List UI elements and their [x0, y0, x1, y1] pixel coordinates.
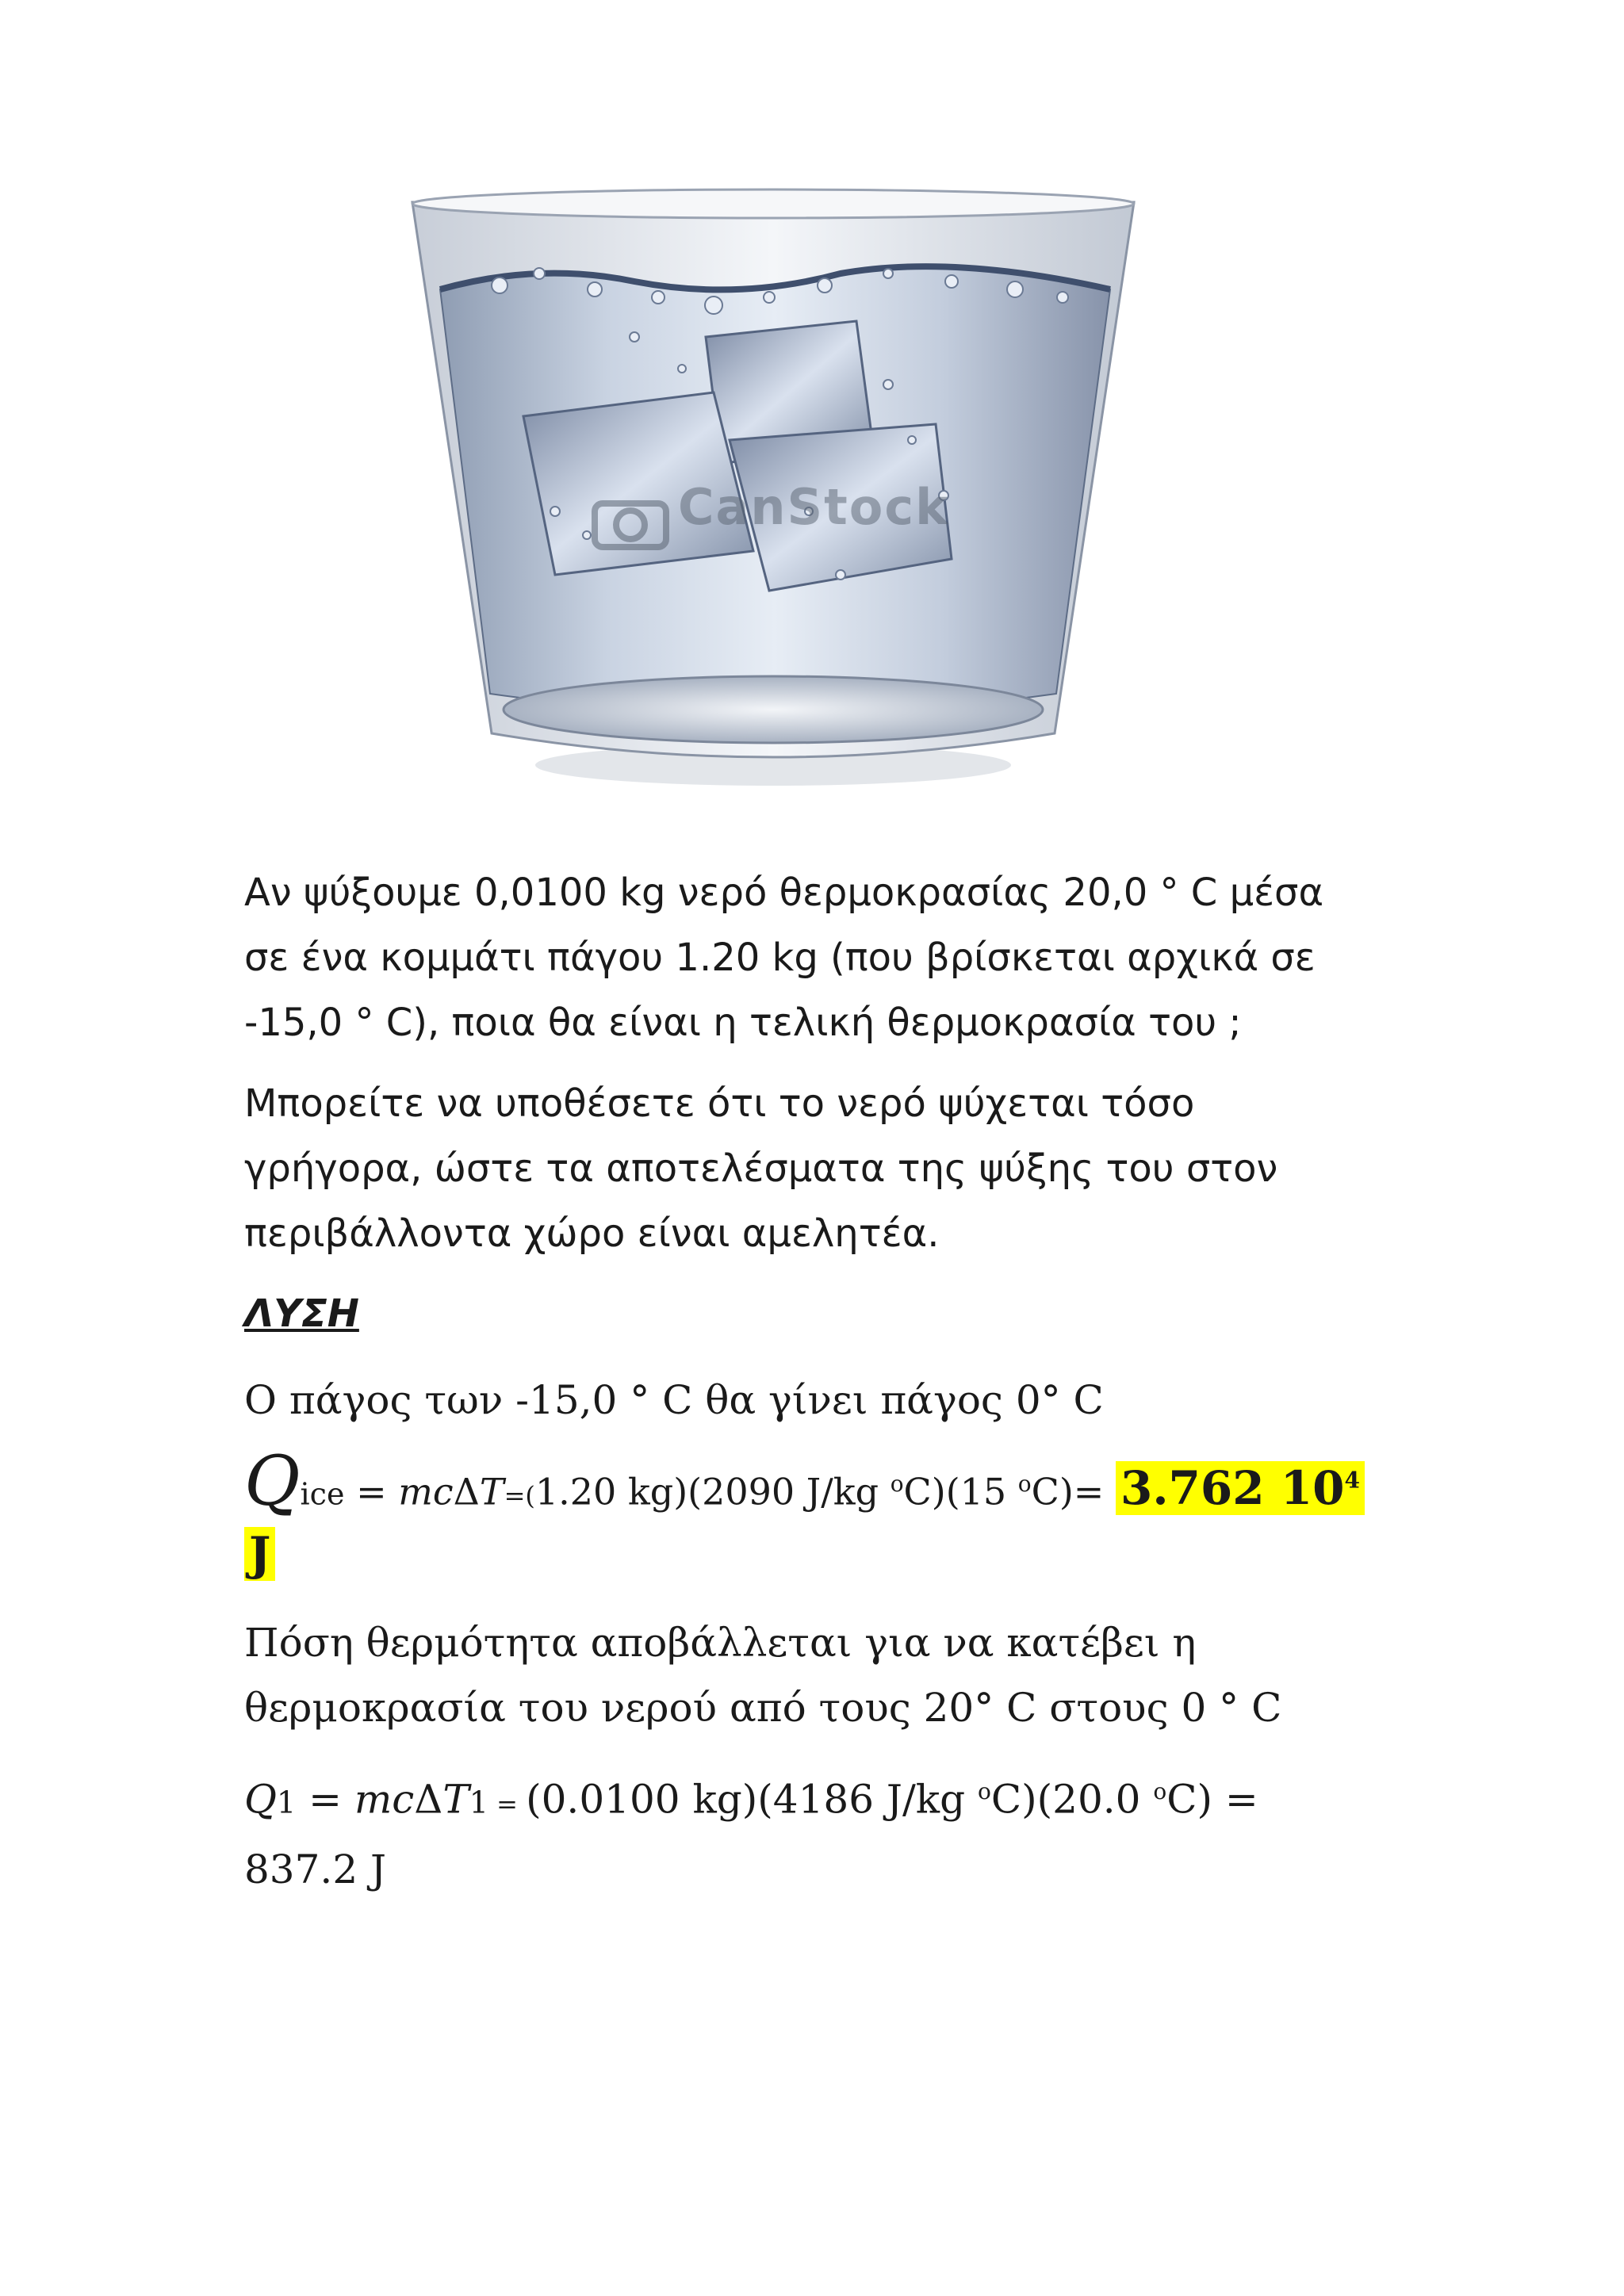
eq1-symbol-q: Q	[244, 1441, 301, 1521]
eq1-result-highlight	[1116, 1461, 1365, 1515]
equation-q-ice	[244, 1441, 1378, 1586]
eq1-unit: J	[244, 1527, 275, 1581]
equation-q1	[244, 1759, 1378, 1902]
eq1-equals-small: =(	[504, 1480, 535, 1511]
eq2-subscript: 1	[277, 1785, 297, 1820]
eq2-t: T	[442, 1776, 469, 1823]
eq2-symbol-q: Q	[244, 1776, 277, 1823]
eq1-degree-1: o	[890, 1471, 904, 1497]
solution-step-1: Ο πάγος των -15,0 ° C θα γίνει πάγος 0° C	[244, 1377, 1104, 1423]
eq2-body: (0.0100 kg)(4186 J/kg	[526, 1776, 979, 1823]
solution-heading: ΛΥΣΗ	[244, 1292, 359, 1336]
eq1-subscript: ice	[300, 1476, 345, 1512]
eq2-degree-2: o	[1153, 1778, 1167, 1805]
eq2-t-subscript: 1	[469, 1785, 488, 1820]
eq1-mid: C)(15	[903, 1470, 1018, 1513]
solution-step-2: Πόση θερμότητα αποβάλλεται για να κατέβει η θερμοκρασία του νερού από τους 20° C στους 0 ° C	[244, 1620, 1282, 1732]
eq1-exponent: 4	[1344, 1468, 1360, 1494]
problem-assumption: Μπορείτε να υποθέσετε ότι το νερό ψύχεται τόσο γρήγορα, ώστε τα αποτελέσματα της ψύξης του στον περιβάλλοντα χώρο είναι αμελητέα.	[244, 1081, 1278, 1256]
eq2-mid: C)(20.0	[990, 1776, 1154, 1823]
eq1-result: 3.762 10	[1120, 1461, 1345, 1516]
eq2-degree-1: o	[978, 1778, 991, 1805]
watermark-text: CanStock	[678, 478, 950, 536]
eq1-degree-2: o	[1017, 1471, 1032, 1497]
problem-statement: Αν ψύξουμε 0,0100 kg νερό θερμοκρασίας 20,0 ° C μέσα σε ένα κομμάτι πάγου 1.20 kg (που βρίσκεται αρχικά σε -15,0 ° C), ποια θα είναι η τελική θερμοκρασία του ;	[244, 871, 1324, 1045]
eq2-equals: =	[296, 1776, 354, 1823]
eq1-delta: Δ	[453, 1470, 480, 1513]
eq2-delta: Δ	[414, 1776, 443, 1823]
eq2-end: C) = 837.2 J	[244, 1776, 1258, 1892]
eq1-end: C)=	[1031, 1470, 1116, 1513]
document-body	[244, 860, 1378, 1926]
eq1-equals: =	[344, 1470, 399, 1513]
glass-of-water-with-ice-image	[396, 178, 1150, 797]
eq1-t: T	[479, 1470, 504, 1513]
eq2-equals-small: =	[488, 1789, 527, 1820]
eq1-mc: mc	[398, 1470, 454, 1513]
eq1-body: 1.20 kg)(2090 J/kg	[534, 1470, 891, 1513]
eq2-mc: mc	[354, 1776, 415, 1823]
